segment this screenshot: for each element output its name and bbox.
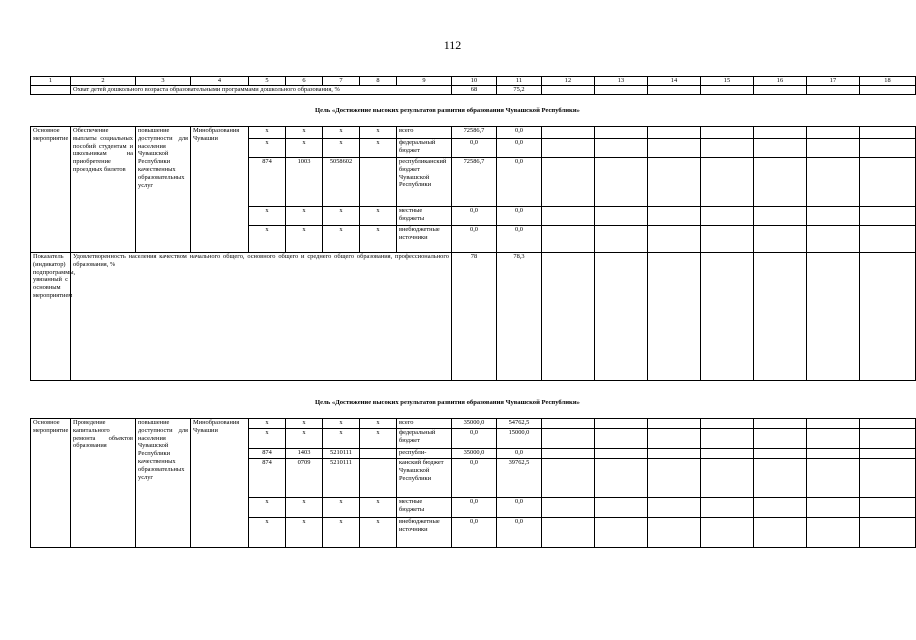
table-row: x x x x внебюджетные источники 0,0 0,0 xyxy=(31,518,916,548)
table-row: x x x x федеральный бюджет 0,0 15000,0 xyxy=(31,429,916,449)
header-cell: 12 xyxy=(542,77,595,86)
header-cell: 6 xyxy=(286,77,323,86)
measure-type: Основное мероприятие xyxy=(31,127,71,253)
table-row: x x x x федеральный бюджет 0,0 0,0 xyxy=(31,139,916,158)
header-cell: 7 xyxy=(323,77,360,86)
header-cell: 10 xyxy=(452,77,497,86)
header-cell: 1 xyxy=(31,77,71,86)
measure-goal: повышение доступности для населения Чувашской Республики качественных образовательных услуг xyxy=(136,419,191,548)
goal-heading-2: Цель «Достижение высоких результатов развития образования Чувашской Республики» xyxy=(315,399,580,406)
measure-name: Обеспечение выплаты социальных пособий студентам и школьникам на приобретение проездных билетов xyxy=(71,127,136,253)
table-row: 874 0709 5210111 канский бюджет Чувашской Республики 0,0 39762,5 xyxy=(31,459,916,498)
table-row: Основное мероприятие Обеспечение выплаты социальных пособий студентам и школьникам на приобретение проездных билетов повышение доступности для населения Чувашской Республики качественных образовательных услуг Минобразования Чувашии x x x x всего 72586,7 0,0 xyxy=(31,127,916,139)
table-block-1 xyxy=(30,126,916,381)
header-cell: 17 xyxy=(807,77,860,86)
table-row: Основное мероприятие Проведение капитального ремонта объектов образования повышение доступности для населения Чувашской Республики качественных образовательных услуг Минобразования Чувашии x x x x всего 35000,0 54762,5 xyxy=(31,419,916,429)
header-cell: 11 xyxy=(497,77,542,86)
measure-name: Проведение капитального ремонта объектов образования xyxy=(71,419,136,548)
header-cell: 15 xyxy=(701,77,754,86)
header-cell: 2 xyxy=(71,77,136,86)
indicator-label: Показатель (индикатор) подпрограммы, увязанный с основным мероприятием xyxy=(31,253,71,381)
indicator-v11: 78,3 xyxy=(497,253,542,381)
page-number: 112 xyxy=(443,38,462,52)
coverage-row xyxy=(31,86,916,95)
measure-type: Основное мероприятие xyxy=(31,419,71,548)
measure-executor: Минобразования Чувашии xyxy=(191,127,249,253)
header-cell: 18 xyxy=(860,77,916,86)
header-cell: 5 xyxy=(249,77,286,86)
header-row xyxy=(31,77,916,86)
header-cell: 8 xyxy=(360,77,397,86)
indicator-text: Удовлетворенность населения качеством начального общего, основного общего и среднего общего образования, профессионального образования, % xyxy=(71,253,452,381)
header-cell: 14 xyxy=(648,77,701,86)
header-cell: 16 xyxy=(754,77,807,86)
goal-heading-1: Цель «Достижение высоких результатов развития образования Чувашской Республики» xyxy=(315,107,580,114)
table-row: 874 1003 5058602 республиканский бюджет Чувашской Республики 72586,7 0,0 xyxy=(31,158,916,207)
coverage-v10: 68 xyxy=(452,86,497,95)
table-row: x x x x местные бюджеты 0,0 0,0 xyxy=(31,207,916,226)
coverage-text: Охват детей дошкольного возраста образовательными программами дошкольного образования, % xyxy=(71,86,452,95)
header-cell: 13 xyxy=(595,77,648,86)
table-top xyxy=(30,76,916,95)
coverage-v11: 75,2 xyxy=(497,86,542,95)
table-row: x x x x внебюджетные источники 0,0 0,0 xyxy=(31,226,916,253)
indicator-row xyxy=(31,253,916,381)
measure-executor: Минобразования Чувашии xyxy=(191,419,249,548)
indicator-v10: 78 xyxy=(452,253,497,381)
header-cell: 4 xyxy=(191,77,249,86)
table-block-2 xyxy=(30,418,916,548)
measure-goal: повышение доступности для населения Чувашской Республики качественных образовательных услуг xyxy=(136,127,191,253)
table-row: x x x x местные бюджеты 0,0 0,0 xyxy=(31,498,916,518)
table-row: 874 1403 5210111 республи- 35000,0 0,0 xyxy=(31,449,916,459)
header-cell: 9 xyxy=(397,77,452,86)
header-cell: 3 xyxy=(136,77,191,86)
